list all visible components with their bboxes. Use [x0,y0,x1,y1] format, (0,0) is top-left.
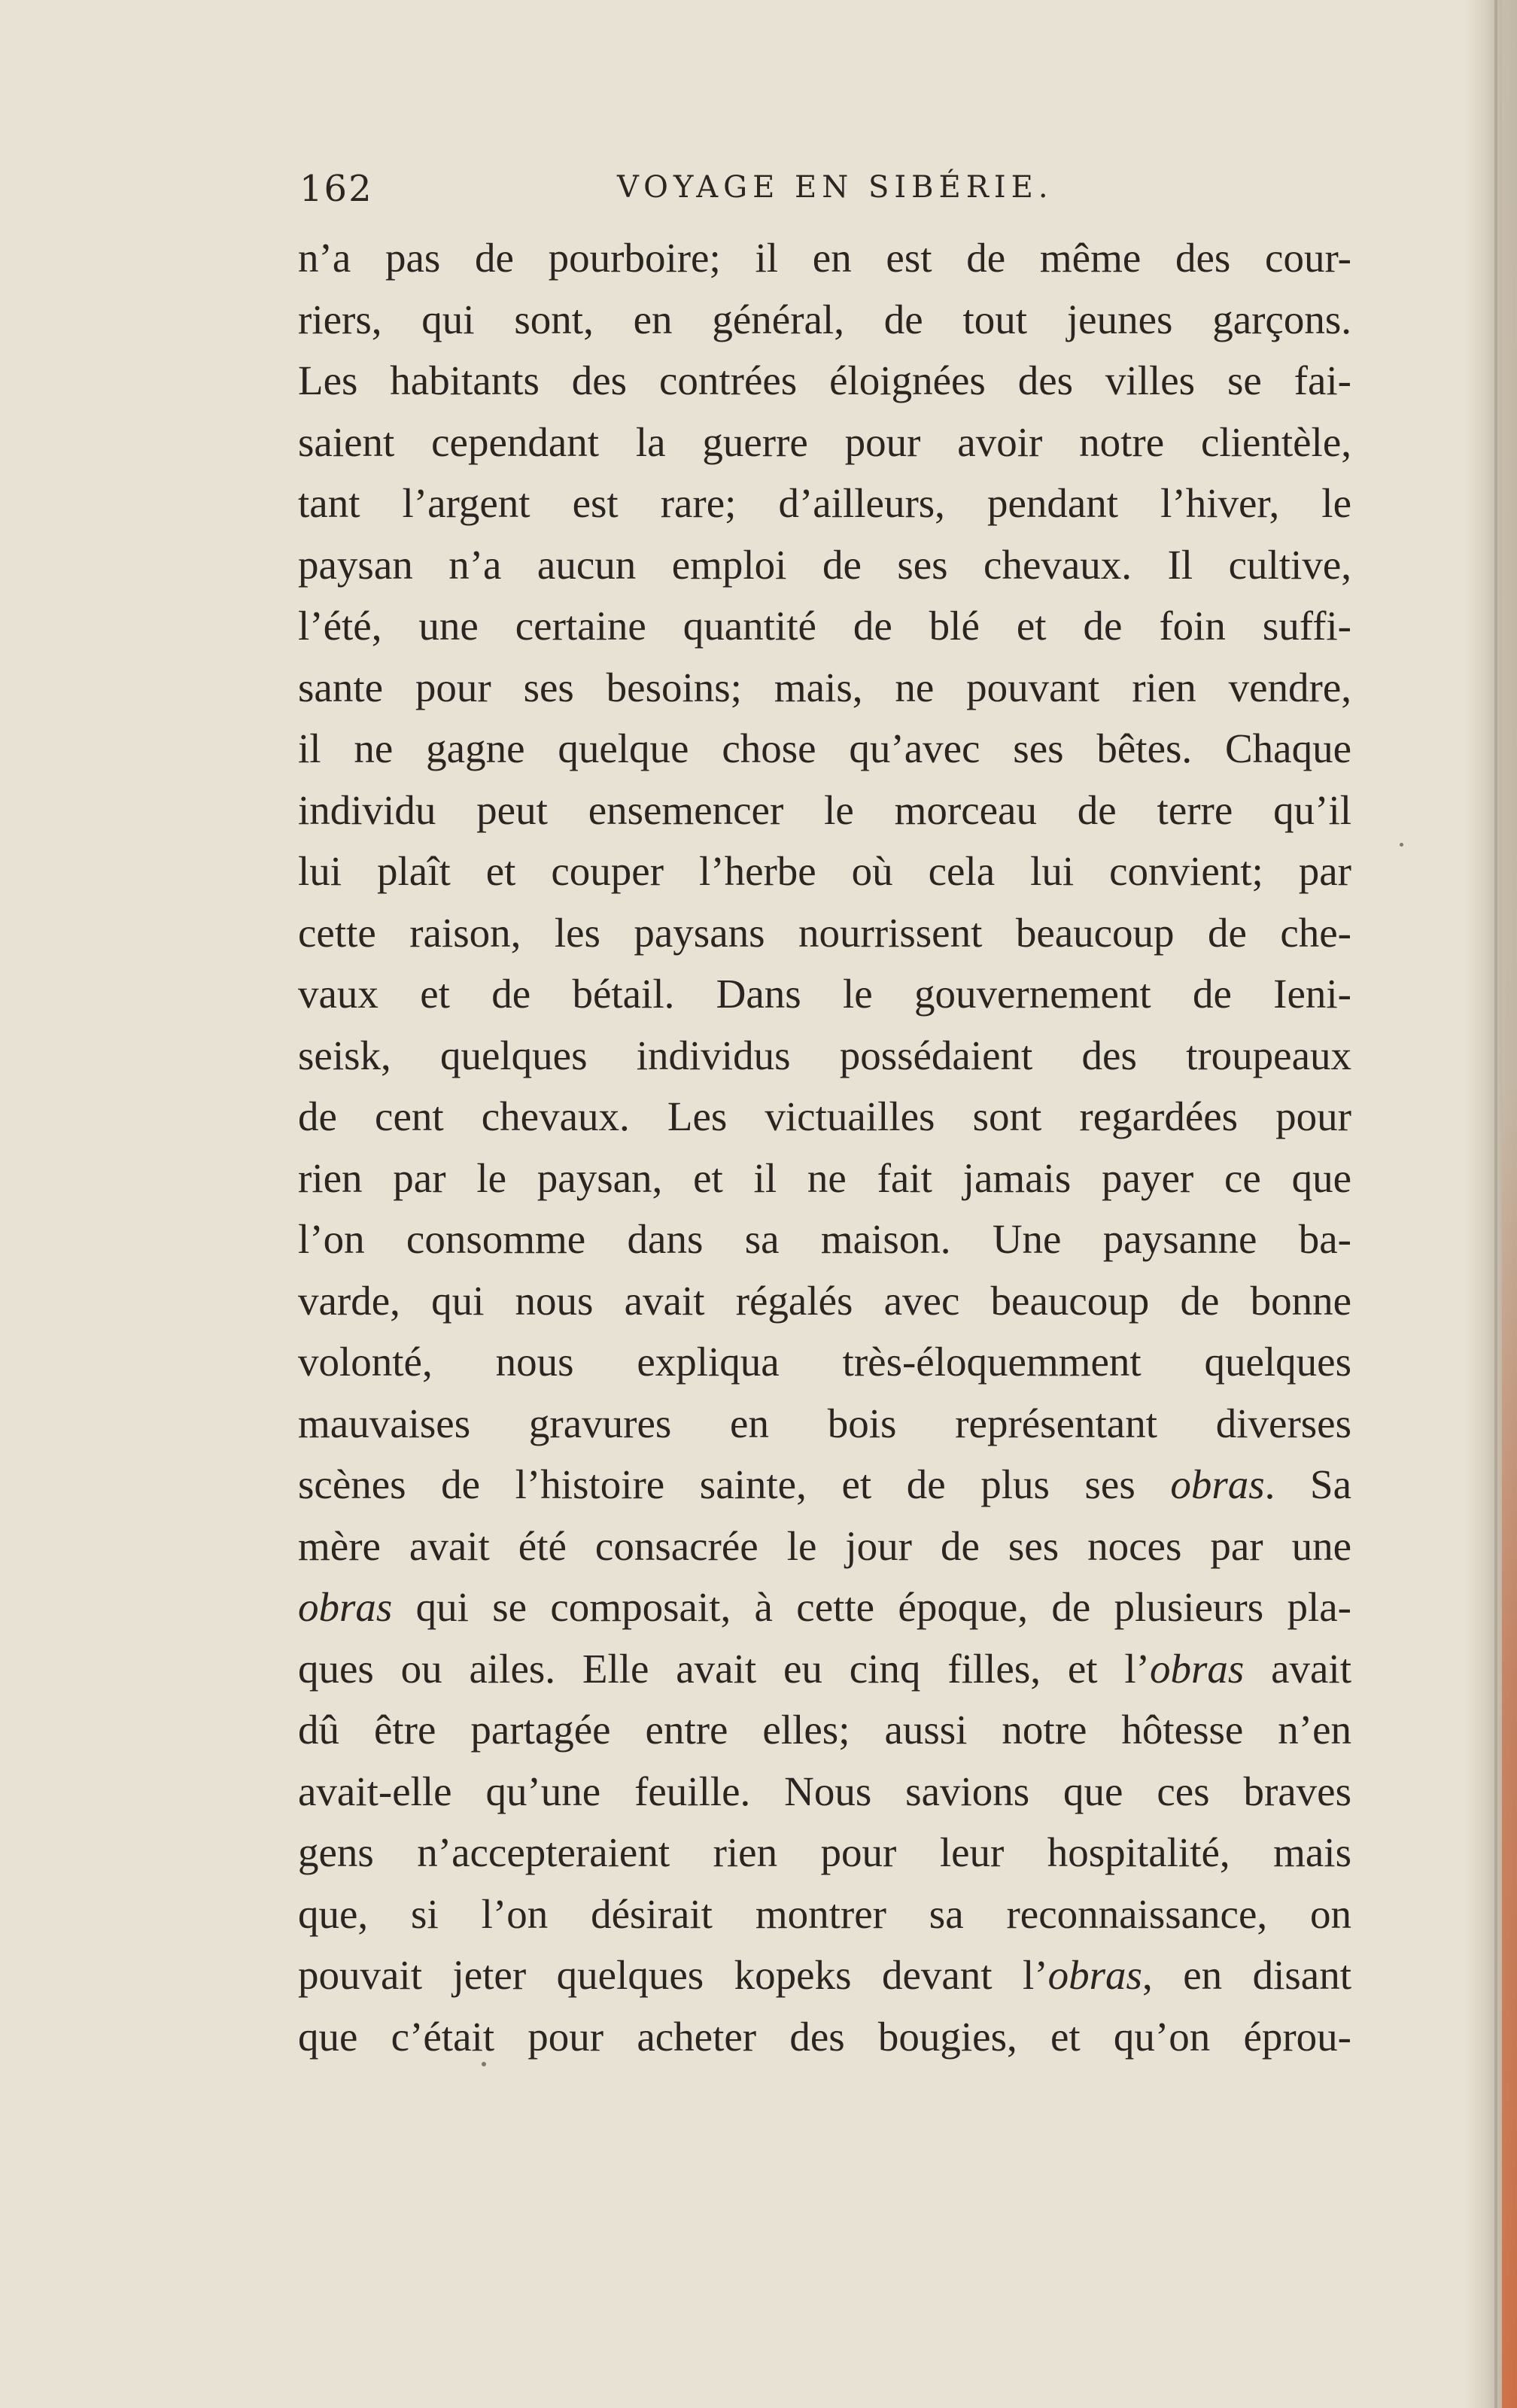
text-line [298,595,1351,657]
text-segment: saient cependant la guerre pour avoir notre clientèle, [298,418,1351,465]
text-segment: qui se composait, à cette époque, de plusieurs pla- [392,1584,1351,1630]
text-line [298,1270,1351,1332]
text-segment: rien par le paysan, et il ne fait jamais payer ce que [298,1154,1351,1201]
text-segment: scènes de l’histoire sainte, et de plus ses [298,1461,1171,1507]
text-segment: pouvait jeter quelques kopeks devant l’ [298,1952,1048,1998]
text-segment: que c’était pour acheter des bougies, et qu’on éprou- [298,2013,1351,2060]
body-text [298,227,1351,2067]
text-segment: gens n’accepteraient rien pour leur hospitalité, mais [298,1829,1351,1875]
text-segment: il ne gagne quelque chose qu’avec ses bêtes. Chaque [298,725,1351,771]
text-segment: tant l’argent est rare; d’ailleurs, pendant l’hiver, le [298,480,1351,526]
text-line [298,1638,1351,1700]
text-line [298,1944,1351,2006]
text-segment: que, si l’on désirait montrer sa reconnaissance, on [298,1890,1351,1937]
text-segment: riers, qui sont, en général, de tout jeunes garçons. [298,296,1351,342]
text-line [298,534,1351,596]
text-segment: avait [1244,1645,1351,1692]
italic-word: obras [1047,1952,1142,1998]
paper-speck [482,2062,486,2066]
italic-word: obras [298,1584,393,1630]
text-segment: , en disant [1142,1952,1351,1998]
text-line [298,1393,1351,1455]
italic-word: obras [1149,1645,1245,1692]
text-segment: mauvaises gravures en bois représentant diverses [298,1400,1351,1446]
text-segment: l’on consomme dans sa maison. Une paysanne ba- [298,1216,1351,1262]
text-line [298,1576,1351,1638]
text-segment: mère avait été consacrée le jour de ses noces par une [298,1522,1351,1569]
text-segment: n’a pas de pourboire; il en est de même des cour- [298,235,1351,281]
text-segment: sante pour ses besoins; mais, ne pouvant rien vendre, [298,664,1351,710]
text-segment: Les habitants des contrées éloignées des villes se fai- [298,357,1351,403]
text-segment: cette raison, les paysans nourrissent beaucoup de che- [298,909,1351,956]
text-line [298,657,1351,719]
running-title: VOYAGE EN SIBÉRIE. [617,170,1053,205]
text-segment: lui plaît et couper l’herbe où cela lui convient; par [298,848,1351,894]
text-line [298,1884,1351,1945]
text-segment: dû être partagée entre elles; aussi notre hôtesse n’en [298,1707,1351,1753]
text-line [298,289,1351,351]
page-edge-line [1494,0,1497,2408]
text-line [298,350,1351,412]
text-segment: l’été, une certaine quantité de blé et de foin suffi- [298,603,1351,649]
text-line [298,1086,1351,1148]
text-segment: volonté, nous expliqua très-éloquemment quelques [298,1339,1351,1385]
red-book-edge [1502,0,1517,2408]
text-segment: seisk, quelques individus possédaient des troupeaux [298,1032,1351,1078]
text-line [298,902,1351,964]
text-line [298,1761,1351,1823]
text-line [298,1454,1351,1516]
text-line [298,963,1351,1025]
text-line [298,1699,1351,1761]
text-line [298,718,1351,780]
text-line [298,1516,1351,1577]
text-line [298,841,1351,902]
text-segment: de cent chevaux. Les victuailles sont regardées pour [298,1093,1351,1139]
text-line [298,473,1351,534]
text-line [298,1148,1351,1209]
text-line [298,412,1351,473]
text-line [298,227,1351,289]
text-segment: varde, qui nous avait régalés avec beaucoup de bonne [298,1277,1351,1324]
paper-speck [1400,843,1403,847]
italic-word: obras [1170,1461,1265,1507]
text-line [298,1822,1351,1884]
text-line [298,1025,1351,1087]
text-line [298,1209,1351,1270]
text-segment: paysan n’a aucun emploi de ses chevaux. Il cultive, [298,541,1351,588]
text-segment: individu peut ensemencer le morceau de terre qu’il [298,786,1351,833]
text-segment: ques ou ailes. Elle avait eu cinq filles, et l’ [298,1645,1150,1692]
text-segment: vaux et de bétail. Dans le gouvernement de Ieni- [298,971,1351,1017]
page-number: 162 [299,168,373,210]
text-line [298,1331,1351,1393]
text-segment: avait-elle qu’une feuille. Nous savions que ces braves [298,1768,1351,1814]
text-line [298,780,1351,841]
text-line [298,2006,1351,2068]
text-segment: . Sa [1264,1461,1352,1507]
